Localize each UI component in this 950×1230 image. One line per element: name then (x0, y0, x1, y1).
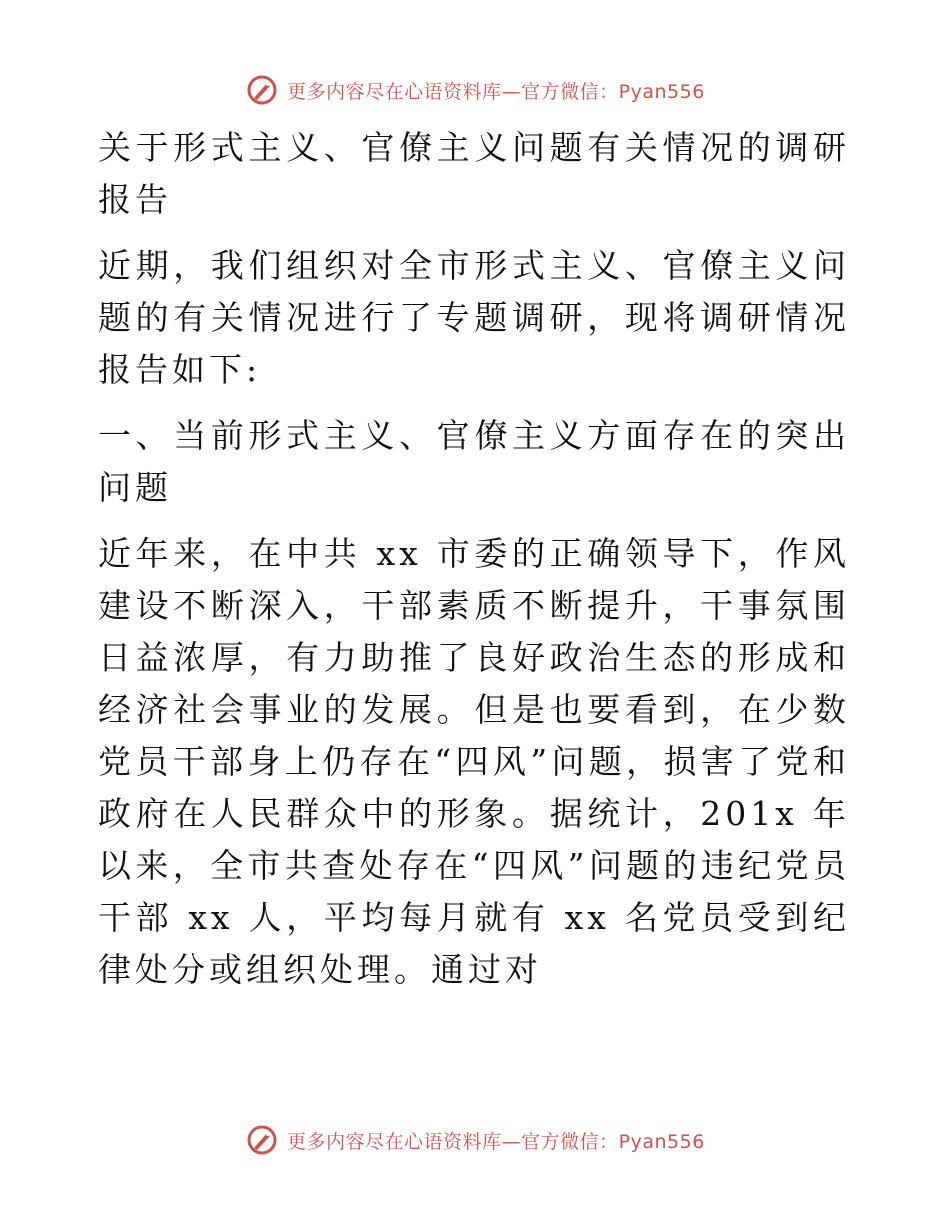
footer-banner (0, 1120, 950, 1160)
banner-text: 更多内容尽在心语资料库—官方微信：Pyan556 (287, 80, 705, 103)
section-heading: 一、当前形式主义、官僚主义方面存在的突出问题 (98, 416, 850, 507)
pen-seal-icon (245, 73, 279, 107)
banner-text: 更多内容尽在心语资料库—官方微信：Pyan556 (287, 1130, 705, 1153)
header-banner (0, 70, 950, 110)
paragraph: 近年来，在中共 xx 市委的正确领导下，作风建设不断深入，干部素质不断提升，干事氛围日益浓厚，有力助推了良好政治生态的形成和经济社会事业的发展。但是也要看到，在少数党员干部身上仍存在“四风”问题，损害了党和政府在人民群众中的形象。据统计，201x 年以来，全市共查处存在“四风”问题的违纪党员干部 xx 人，平均每月就有 xx 名党员受到纪律处分或组织处理。通过对 (98, 534, 850, 989)
document-body (98, 122, 850, 996)
document-title: 关于形式主义、官僚主义问题有关情况的调研报告 (98, 128, 850, 219)
pen-seal-icon (245, 1123, 279, 1157)
paragraph: 近期，我们组织对全市形式主义、官僚主义问题的有关情况进行了专题调研，现将调研情况报告如下: (98, 246, 850, 389)
